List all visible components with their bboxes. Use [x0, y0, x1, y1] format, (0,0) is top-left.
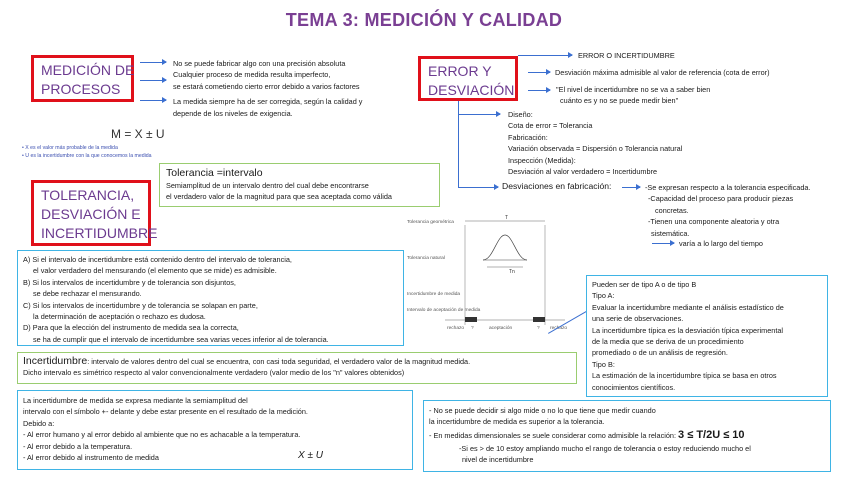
tolerancia-box: [31, 180, 158, 246]
nodecide-formula: 3 ≤ T/2U ≤ 10: [678, 428, 745, 441]
fig-mark-t: T: [505, 215, 509, 221]
case-line: C) Si los intervalos de incertidumbre y de tolerancia se solapan en parte,: [23, 300, 258, 310]
nodecide-line: [429, 428, 825, 443]
desv-point: -Se expresan respecto a la tolerancia especificada.: [645, 183, 811, 192]
arrow: [538, 55, 572, 56]
nodecide-line: - No se puede decidir si algo mide o no lo que tiene que medir cuando: [429, 406, 656, 415]
expresa-box: [17, 390, 413, 470]
incertidumbre-definition: [17, 352, 577, 384]
formula-notes: [22, 144, 152, 160]
error-list-item: Desviación al valor verdadero = Incertidumbre: [508, 167, 658, 177]
case-line: se debe rechazar el mensurando.: [33, 289, 142, 299]
medicion-point: se estará cometiendo cierto error debido a varios factores: [173, 81, 360, 91]
tipos-line: La estimación de la incertidumbre típica se basa en otros: [592, 371, 777, 381]
tipos-box: [586, 275, 828, 397]
desv-point: -Capacidad del proceso para producir piezas: [648, 194, 794, 204]
fig-label: Tolerancia natural: [407, 256, 445, 261]
expresa-line: - Al error humano y al error debido al ambiente que no es achacable a la temperatura.: [23, 430, 301, 440]
case-line: el valor verdadero del mensurando (el elemento que se mide) es admisible.: [33, 266, 277, 276]
tolerancia-box-line: DESVIACIÓN E: [41, 206, 141, 222]
formula-note: • X es el valor más probable de la medida: [22, 145, 118, 151]
arrow: [528, 72, 550, 73]
formula-note: • U es la incertidumbre con la que conocemos la medida: [22, 153, 152, 159]
tolerancia-definition: [159, 163, 440, 207]
error-list-item: Variación observada = Dispersión o Tolerancia natural: [508, 144, 683, 154]
tipos-line: conocimientos científicos.: [592, 382, 676, 392]
fig-bottom-label: aceptación: [489, 326, 513, 331]
tolerancia-def-title: Tolerancia =intervalo: [166, 167, 263, 179]
case-line: la determinación de aceptación o rechazo es dudosa.: [33, 312, 206, 322]
case-line: D) Para que la elección del instrumento de medida sea la correcta,: [23, 323, 239, 333]
tipos-line: Pueden ser de tipo A o de tipo B: [592, 280, 697, 289]
fig-bottom-label: rechazo: [447, 326, 465, 331]
medicion-box-line: MEDICIÓN DE: [41, 62, 135, 78]
tipos-line: Evaluar la incertidumbre mediante el análisis estadístico de: [592, 302, 784, 312]
fig-label: Intervalo de aceptación de medida: [407, 308, 481, 313]
connector: [458, 101, 459, 115]
fig-bottom-label: ?: [537, 326, 540, 331]
error-p2: [556, 84, 710, 107]
arrow: [458, 187, 498, 188]
fig-mark-tn: Tn: [509, 269, 515, 275]
cases-box: [17, 250, 404, 346]
medicion-point: depende de los niveles de exigencia.: [173, 108, 293, 118]
tipos-line: Tipo A:: [592, 291, 615, 301]
incertidumbre-title: Incertidumbre: [23, 355, 88, 367]
case-line: A) Si el intervalo de incertidumbre está contenido dentro del intervalo de tolerancia,: [23, 255, 292, 264]
error-list-item: Cota de error = Tolerancia: [508, 121, 593, 131]
tolerancia-def-line: Semiamplitud de un intervalo dentro del cual debe encontrarse: [166, 181, 369, 190]
error-list-item: Fabricación:: [508, 132, 548, 142]
desv-point: concretas.: [655, 205, 689, 215]
medicion-box-line: PROCESOS: [41, 81, 121, 97]
desviaciones-label: Desviaciones en fabricación:: [502, 181, 612, 191]
desv-point: sistemática.: [651, 228, 690, 238]
formula-xu: X ± U: [298, 450, 323, 461]
error-list-item: Diseño:: [508, 110, 533, 119]
nodecide-line: -Si es > de 10 estoy ampliando mucho el rango de tolerancia o estoy reduciendo mucho el: [459, 443, 751, 453]
error-top: ERROR O INCERTIDUMBRE: [578, 51, 675, 60]
connector: [518, 55, 538, 56]
medicion-point: Cualquier proceso de medida resulta imperfecto,: [173, 70, 331, 80]
tipos-line: una serie de observaciones.: [592, 314, 684, 324]
expresa-line: - Al error debido al instrumento de medida: [23, 453, 159, 463]
error-p2-line: cuánto es y no se puede medir bien": [560, 96, 679, 106]
fig-bottom-label: rechazo: [550, 326, 568, 331]
tolerancia-box-line: INCERTIDUMBRE: [41, 225, 158, 241]
tipos-line: promediado o de un análisis de regresión.: [592, 348, 728, 358]
arrow: [652, 243, 674, 244]
formula-mxu: M = X ± U: [111, 127, 165, 141]
tolerance-figure: [405, 215, 577, 335]
connector: [458, 114, 459, 188]
expresa-line: Debido a:: [23, 418, 55, 428]
fig-label: Incertidumbre de medida: [407, 292, 461, 297]
case-line: se ha de cumplir que el intervalo de incertidumbre sea varias veces inferior al de tolerancia.: [33, 334, 329, 344]
tolerancia-box-line: TOLERANCIA,: [41, 187, 135, 203]
medicion-point: No se puede fabricar algo con una precisión absoluta: [173, 59, 346, 68]
arrow: [140, 62, 166, 63]
medicion-box: [31, 55, 134, 102]
tipos-line: Tipo B:: [592, 359, 615, 369]
error-p2-line: "El nivel de incertidumbre no se va a saber bien: [556, 85, 711, 94]
tipos-line: La incertidumbre típica es la desviación típica experimental: [592, 325, 784, 335]
desviaciones-points: [645, 182, 811, 239]
arrow: [140, 80, 166, 81]
arrow: [458, 114, 500, 115]
error-list: [508, 109, 682, 177]
incertidumbre-line: [23, 356, 571, 367]
nodecide-line: la incertidumbre de medida es superior a la tolerancia.: [429, 417, 605, 427]
tipos-line: de la media que se deriva de un procedimiento: [592, 337, 744, 347]
error-p1: Desviación máxima admisible al valor de referencia (cota de error): [555, 68, 770, 77]
page-title: TEMA 3: MEDICIÓN Y CALIDAD: [285, 10, 563, 30]
error-list-item: Inspección (Medida):: [508, 155, 576, 165]
fig-bottom-label: ?: [471, 326, 474, 331]
nodecide-line: nivel de incertidumbre: [462, 455, 534, 465]
error-box-line: DESVIACIÓN: [428, 82, 515, 98]
formula-note-text: U es la incertidumbre con la que conocemos la medida: [25, 153, 152, 159]
expresa-line: - Al error debido a la temperatura.: [23, 441, 133, 451]
error-box-line: ERROR Y: [428, 63, 492, 79]
nodecide-l3: - En medidas dimensionales se suele considerar como admisible la relación:: [429, 430, 677, 440]
incertidumbre-line2: Dicho intervalo es simétrico respecto al valor convencionalmente verdadero (valor medio de los "n" valores obtenidos): [23, 368, 405, 378]
error-box: [418, 56, 518, 101]
expresa-line: intervalo con el símbolo +- delante y debe estar presente en el resultado de la medición.: [23, 407, 308, 417]
case-line: B) Si los intervalos de incertidumbre y de tolerancia son disjuntos,: [23, 277, 236, 287]
arrow: [528, 90, 550, 91]
fig-label: Tolerancia geométrica: [407, 220, 454, 225]
medicion-point: La medida siempre ha de ser corregida, según la calidad y: [173, 97, 363, 107]
expresa-line: La incertidumbre de medida se expresa mediante la semiamplitud del: [23, 396, 248, 405]
tolerancia-def-line: el verdadero valor de la magnitud para que sea aceptada como válida: [166, 192, 392, 202]
nodecide-box: [423, 400, 831, 472]
desv-point: -Tienen una componente aleatoria y otra: [648, 217, 780, 227]
desv-point-last: varía a lo largo del tiempo: [679, 239, 763, 248]
incertidumbre-line1: : intervalo de valores dentro del cual se encuentra, con casi toda seguridad, el verdadero valor de la magnitud medida.: [87, 357, 471, 366]
medicion-points: [173, 58, 362, 119]
arrow: [140, 100, 166, 101]
arrow: [622, 187, 640, 188]
formula-note-text: X es el valor más probable de la medida: [25, 145, 118, 151]
